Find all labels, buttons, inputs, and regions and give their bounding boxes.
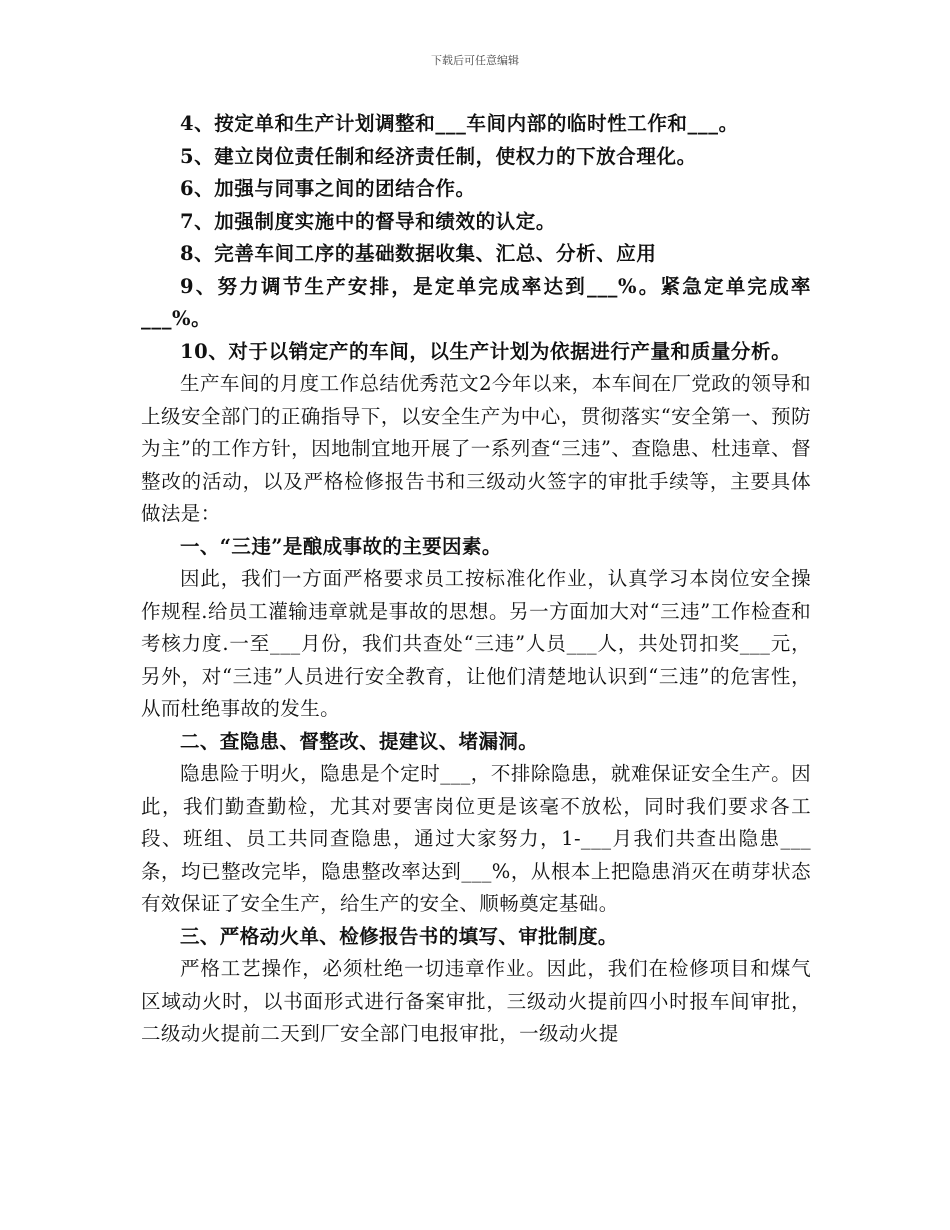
- section-3-body: 严格工艺操作，必须杜绝一切违章作业。因此，我们在检修项目和煤气区域动火时，以书面形式进行备案审批，三级动火提前四小时报车间审批，二级动火提前二天到厂安全部门电报审批，一级动火提: [141, 957, 811, 1045]
- list-item-10: 10、对于以销定产的车间，以生产计划为依据进行产量和质量分析。: [180, 339, 792, 363]
- section-1-heading: 一、“三违”是酿成事故的主要因素。: [180, 534, 502, 558]
- section-2-body: 隐患险于明火，隐患是个定时___，不排除隐患，就难保证安全生产。因此，我们勤查勤检，尤其对要害岗位更是该毫不放松，同时我们要求各工段、班组、员工共同查隐患，通过大家努力，1-___月我们共查出隐患___条，均已整改完毕，隐患整改率达到___%，从根本上把隐患消灭在萌芽状态有效保证了安全生产，给生产的安全、顺畅奠定基础。: [141, 762, 811, 915]
- list-item-5: 5、建立岗位责任制和经济责任制，使权力的下放合理化。: [180, 144, 697, 168]
- list-item-8: 8、完善车间工序的基础数据收集、汇总、分析、应用: [180, 242, 657, 265]
- list-item-9: 9、努力调节生产安排，是定单完成率达到___%。紧急定单完成率___%。: [141, 274, 811, 330]
- section-3-heading: 三、严格动火单、检修报告书的填写、审批制度。: [180, 924, 618, 948]
- document-body: [141, 108, 811, 1051]
- section-1-body: 因此，我们一方面严格要求员工按标准化作业，认真学习本岗位安全操作规程.给员工灌输违章就是事故的思想。另一方面加大对“三违”工作检查和考核力度.一至___月份，我们共查处“三违”人员___人，共处罚扣奖___元，另外，对“三违”人员进行安全教育，让他们清楚地认识到“三违”的危害性，从而杜绝事故的发生。: [141, 567, 811, 720]
- page-header: 下载后可任意编辑: [431, 54, 519, 67]
- list-item-6: 6、加强与同事之间的团结合作。: [180, 177, 476, 200]
- intro-paragraph: 生产车间的月度工作总结优秀范文2今年以来，本车间在厂党政的领导和上级安全部门的正确指导下，以安全生产为中心，贯彻落实“安全第一、预防为主”的工作方针，因地制宜地开展了一系列查“三违”、查隐患、杜违章、督整改的活动，以及严格检修报告书和三级动火签字的审批手续等，主要具体做法是：: [141, 372, 811, 525]
- list-item-4: 4、按定单和生产计划调整和___车间内部的临时性工作和___。: [180, 112, 739, 135]
- list-item-7: 7、加强制度实施中的督导和绩效的认定。: [180, 209, 556, 233]
- section-2-heading: 二、查隐患、督整改、提建议、堵漏洞。: [180, 729, 539, 753]
